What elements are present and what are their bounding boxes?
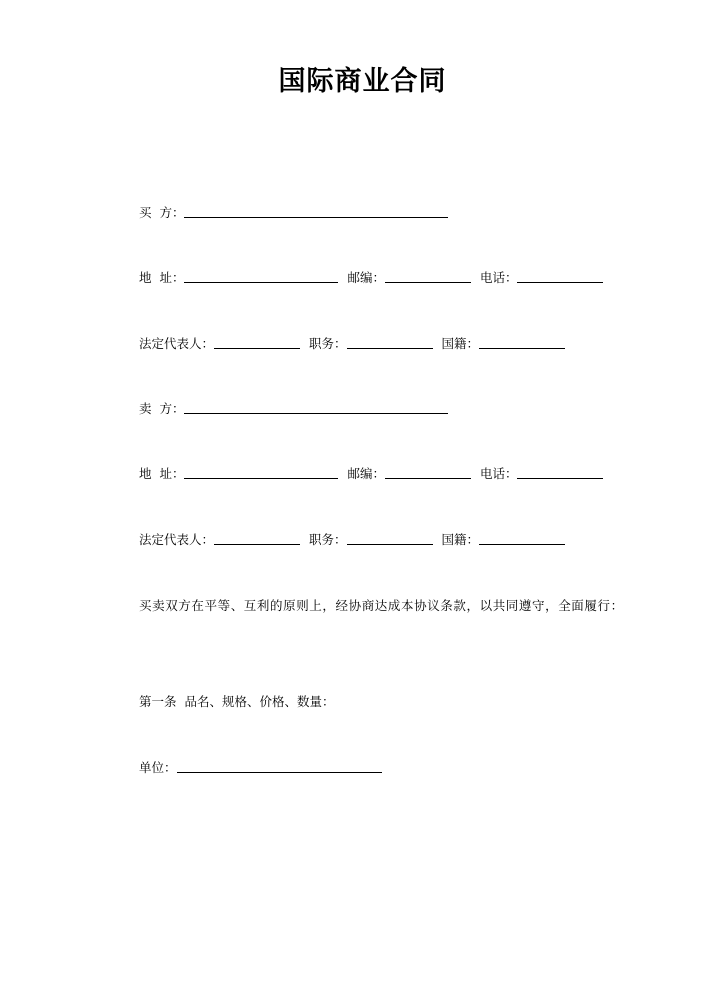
buyer-legal-rep-blank (214, 334, 300, 349)
buyer-name-line (139, 203, 448, 223)
article-1-heading (139, 692, 334, 712)
buyer-nationality-blank (479, 334, 565, 349)
seller-name-blank (184, 399, 448, 414)
seller-rep-line (139, 530, 565, 550)
buyer-postcode-label: 邮编： (347, 270, 385, 285)
seller-name-label: 卖 方： (139, 401, 185, 416)
seller-position-blank (347, 530, 433, 545)
seller-legal-rep-blank (214, 530, 300, 545)
unit-label: 单位： (139, 760, 177, 775)
buyer-phone-blank (517, 268, 603, 283)
seller-postcode-blank (385, 464, 471, 479)
buyer-contact-line (139, 268, 603, 288)
seller-nationality-label: 国籍： (441, 532, 480, 547)
seller-position-label: 职务： (309, 532, 347, 547)
buyer-name-blank (184, 203, 448, 218)
unit-line (139, 758, 382, 778)
buyer-position-blank (347, 334, 433, 349)
document-title: 国际商业合同 (278, 66, 447, 97)
seller-postcode-label: 邮编： (347, 466, 385, 481)
buyer-phone-label: 电话： (479, 270, 518, 285)
article-1-text: 第一条 品名、规格、价格、数量： (139, 694, 335, 709)
seller-contact-line (139, 464, 603, 484)
buyer-postcode-blank (385, 268, 471, 283)
seller-address-blank (184, 464, 338, 479)
unit-blank (177, 758, 382, 773)
seller-address-label: 地 址： (139, 466, 185, 481)
buyer-name-label: 买 方： (139, 205, 185, 220)
seller-phone-blank (517, 464, 603, 479)
buyer-legal-rep-label: 法定代表人： (139, 336, 215, 351)
preamble-paragraph: 买卖双方在平等、互利的原则上，经协商达成本协议条款，以共同遵守，全面履行： (139, 598, 624, 613)
buyer-rep-line (139, 334, 565, 354)
seller-name-line (139, 399, 448, 419)
buyer-position-label: 职务： (309, 336, 347, 351)
buyer-address-blank (184, 268, 338, 283)
buyer-address-label: 地 址： (139, 270, 185, 285)
seller-phone-label: 电话： (479, 466, 518, 481)
seller-nationality-blank (479, 530, 565, 545)
buyer-nationality-label: 国籍： (441, 336, 480, 351)
seller-legal-rep-label: 法定代表人： (139, 532, 215, 547)
